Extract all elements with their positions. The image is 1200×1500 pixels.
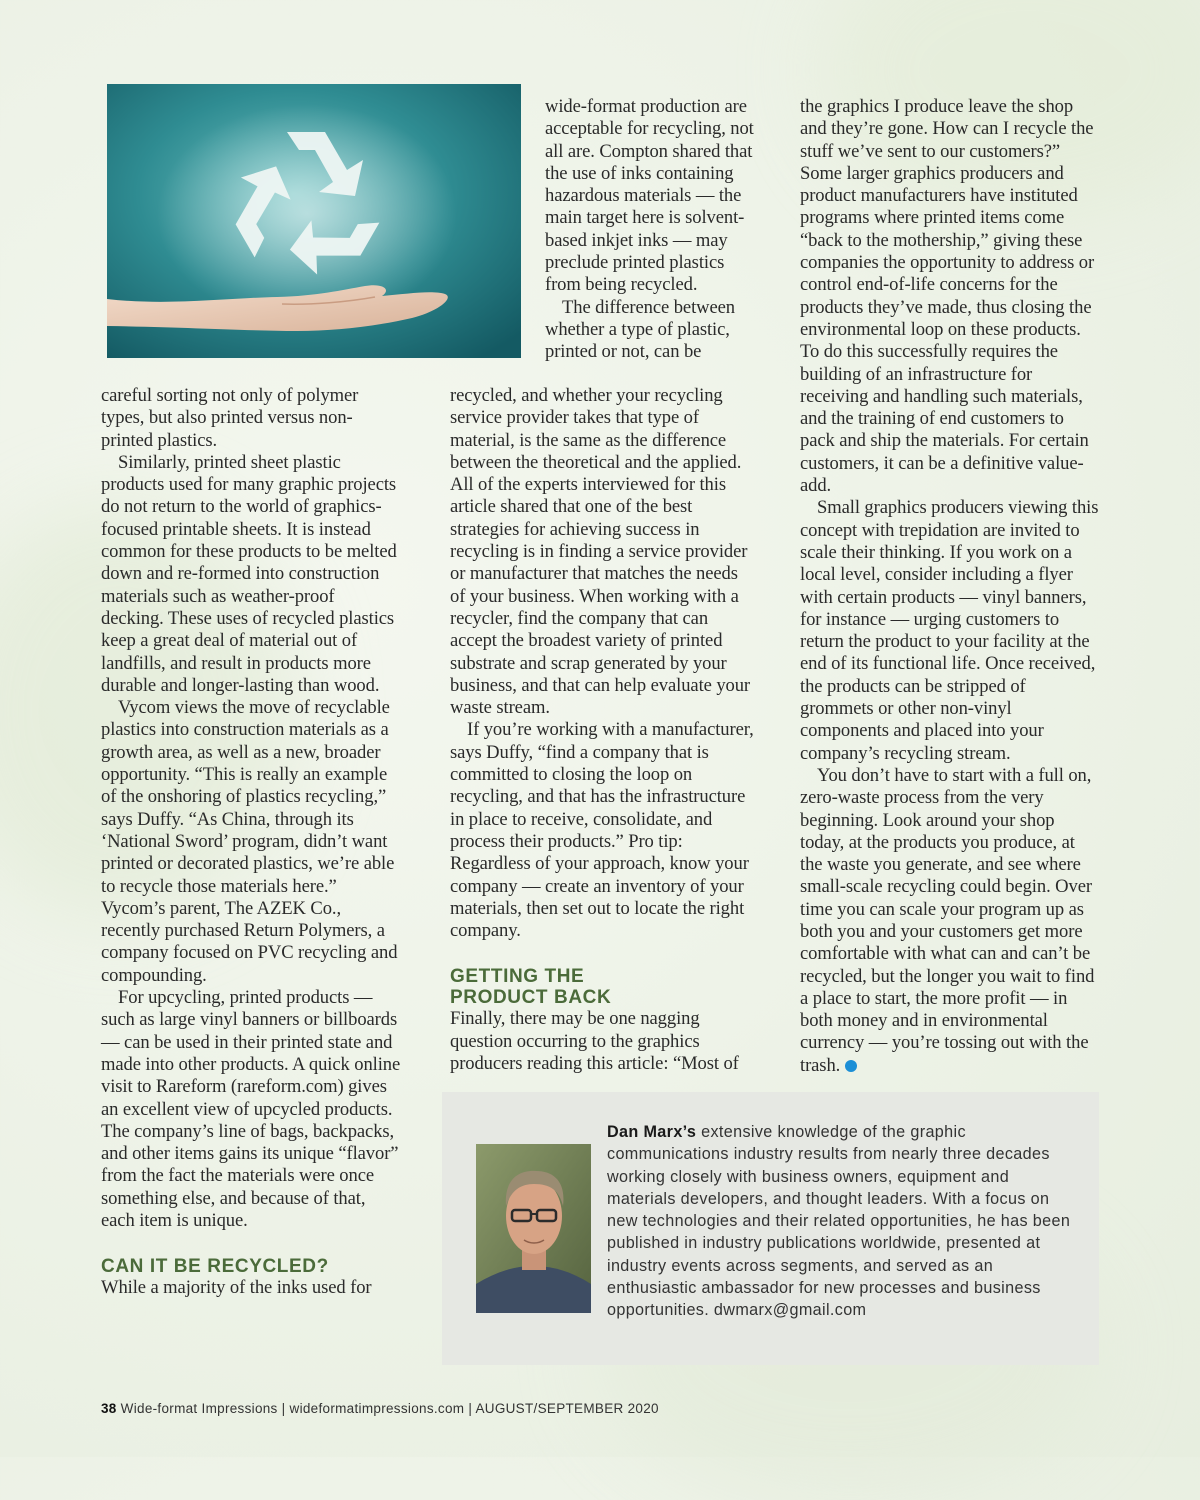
heading-line: GETTING THE xyxy=(450,966,585,988)
paragraph: the graphics I produce leave the shop and they’re gone. How can I recycle the stuff we’ve sent to our customers?” Some larger graphics producers and product manufacturers have instituted programs where printed items come “back to the mothership,” giving these companies the opportunity to address or control end-of-life concerns for the products they’ve made, thus closing the environmental loop on these products. To do this successfully requires the building of an infrastructure for receiving and handling such materials, and the training of end customers to pack and ship the materials. For certain customers, it can be a definitive value-add. xyxy=(800,96,1095,497)
article-column-3 xyxy=(800,96,1100,1077)
paragraph: Vycom views the move of recyclable plastics into construction materials as a growth area, as well as a new, broader opportunity. “This is really an example of the onshoring of plastics recycling,” says Duffy. “As China, through its ‘National Sword’ program, didn’t want printed or decorated plastics, we’re able to recycle those materials here.” Vycom’s parent, The AZEK Co., recently purchased Return Polymers, a company focused on PVC recycling and compounding. xyxy=(101,697,398,986)
recycle-symbol-icon xyxy=(107,84,521,358)
paragraph: If you’re working with a manufacturer, says Duffy, “find a company that is committed to closing the loop on recycling, and that has the infrastructure in place to receive, consolidate, and process their products.” Pro tip: Regardless of your approach, know your company — create an inventory of your materials, then set out to locate the right company. xyxy=(450,719,754,942)
footer-publication-info: Wide-format Impressions | wideformatimpressions.com | AUGUST/SEPTEMBER 2020 xyxy=(116,1401,659,1416)
section-heading-getting-the-product-back xyxy=(450,966,755,1008)
author-portrait xyxy=(476,1144,591,1313)
section-heading-can-it-be-recycled: CAN IT BE RECYCLED? xyxy=(101,1256,329,1278)
paragraph: The difference between whether a type of plastic, printed or not, can be xyxy=(545,296,735,363)
page-footer xyxy=(101,1401,901,1416)
paragraph: wide-format production are acceptable for recycling, not all are. Compton shared that the use of inks containing hazardous materials — the main target here is solvent-based inkjet inks — may preclude printed plastics from being recycled. xyxy=(545,96,754,296)
recycle-photo xyxy=(107,84,521,358)
paragraph: Similarly, printed sheet plastic products used for many graphic projects do not return to the world of graphics-focused printable sheets. It is instead common for these products to be melted down and re-formed into construction materials such as weather-proof decking. These uses of recycled plastics keep a great deal of material out of landfills, and result in products more durable and longer-lasting than wood. xyxy=(101,451,397,696)
paragraph: Small graphics producers viewing this concept with trepidation are invited to scale their thinking. If you work on a local level, consider including a flyer with certain products — vinyl banners, for instance — urging customers to return the product to your facility at the end of its functional life. Once received, the products can be stripped of grommets or other non-vinyl components and placed into your company’s recycling stream. xyxy=(800,497,1099,764)
paragraph-text: You don’t have to start with a full on, zero-waste process from the very beginning. Look around your shop today, at the products you produce, at the waste you generate, and see where small-scale recycling could begin. Over time you can scale your program up as both you and your customers get more comfortable with what can and can’t be recycled, but the longer you wait to find a place to start, the more profit — in both money and in environmental currency — you’re tossing out with the trash. xyxy=(800,764,1095,1076)
author-portrait-image xyxy=(476,1144,591,1313)
paragraph: While a majority of the inks used for xyxy=(101,1277,372,1299)
end-dot-icon xyxy=(845,1060,857,1072)
article-column-2 xyxy=(450,385,755,1075)
paragraph: For upcycling, printed products — such as large vinyl banners or billboards — can be used in their printed state and made into other products. A quick online visit to Rareform (rareform.com) gives an excellent view of upcycled products. The company’s line of bags, backpacks, and other items gains its unique “flavor” from the fact the materials were once something else, and because of that, each item is unique. xyxy=(101,987,401,1231)
article-column-2-top xyxy=(545,96,755,364)
heading-line: PRODUCT BACK xyxy=(450,987,612,1009)
author-bio-box xyxy=(442,1092,1099,1365)
paragraph xyxy=(800,765,1100,1077)
paragraph: Finally, there may be one nagging question occurring to the graphics producers reading this article: “Most of xyxy=(450,1008,739,1075)
author-name: Dan Marx’s xyxy=(607,1123,697,1141)
author-bio-text xyxy=(607,1121,1077,1322)
paragraph: recycled, and whether your recycling service provider takes that type of material, is the same as the difference between the theoretical and the applied. All of the experts interviewed for this article shared that one of the best strategies for achieving success in recycling is in finding a service provider or manufacturer that matches the needs of your business. When working with a recycler, find the company that can accept the broadest variety of printed substrate and scrap generated by your business, and that can help evaluate your waste stream. xyxy=(450,385,751,719)
page-number: 38 xyxy=(101,1401,117,1416)
article-column-1 xyxy=(101,385,401,1300)
paragraph: careful sorting not only of polymer types, but also printed versus non-printed plastics. xyxy=(101,385,359,451)
author-bio-body: extensive knowledge of the graphic communications industry results from nearly three decades working closely with business owners, equipment and materials developers, and thought leaders. With a focus on new technologies and their related opportunities, he has been published in industry publications worldwide, presented at industry events across segments, and served as an enthusiastic ambassador for new processes and business opportunities. dwmarx@gmail.com xyxy=(607,1123,1071,1320)
